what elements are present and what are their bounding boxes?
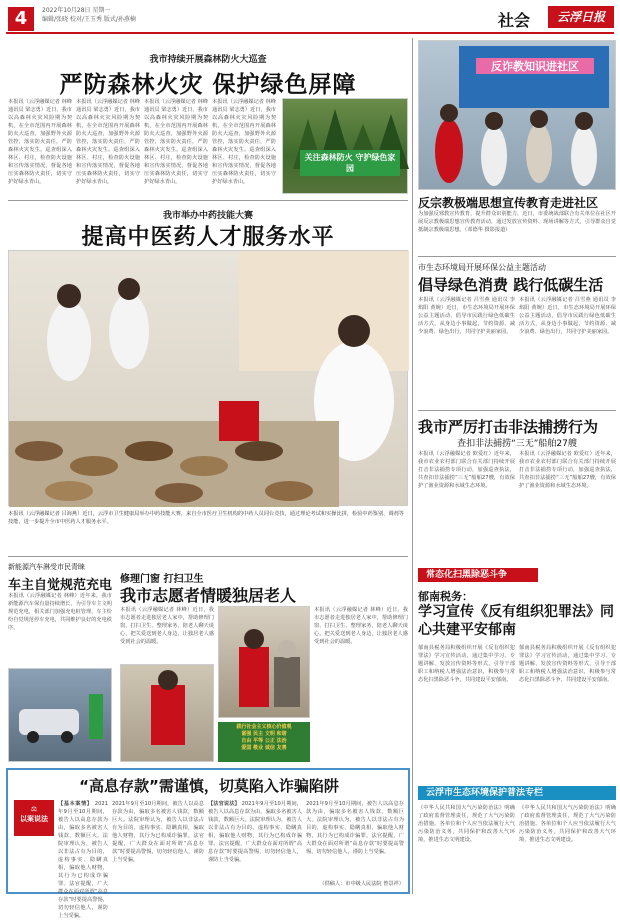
forest-photo (282, 98, 408, 194)
forest-banner: 关注森林防火 守护绿色家园 (300, 150, 400, 176)
column-divider (412, 38, 413, 894)
tax-body: 郁南县税务局积极组织开展《反有组织犯罪法》学习宣传活动，通过集中学习、专题讲解、发放宣传资料等形式，引导干部职工和纳税人增强法治意识，积极参与常态化扫黑除恶斗争，共同建设平安郁南。 (418, 645, 515, 683)
forest-article-body-col4: 本报讯（云浮融媒记者 林峰 通讯员 梁志勇）近日，我市以高森林火灾风险期为契机，在全市范围内开展森林防火大巡查，加强野外火源管控，落实防火责任，严防森林火灾发生。巡查组深入林区、村庄，检查防火设施和宣传落实情况，督促各地压实森林防火责任，切实守护好绿水青山。 (212, 99, 276, 185)
fishing-body-col2: 本报讯（云浮融媒记者 欧爱红）近年来，我市农业农村部门联合有关部门持续开展打击非法捕捞专项行动，加强巡查执法，共查扣非法捕捞“三无”船舶27艘，有效保护了渔业资源和水域生态环境。 (519, 451, 616, 489)
divider (418, 256, 616, 257)
ev-charging-illustration (9, 669, 113, 763)
vol-photo-small (120, 664, 214, 762)
case-stamp-label: 以案说法 (20, 815, 48, 823)
page-number: 4 (8, 7, 34, 31)
divider (8, 200, 408, 201)
core-values-line: 爱国 敬业 诚信 友善 (241, 745, 287, 751)
core-values-title: 践行社会主义核心价值观 (236, 724, 292, 730)
fraud-body-col1: 2021年9月至10月期间，被告人以高息存款为由，骗取多名被害人钱款，数额巨大。法院审理认为，被告人以非法占有为目的，虚构事实、隐瞒真相，骗取他人财物，其行为已构成诈骗罪。法官提醒，广大群众在面对所谓“高息存款”时要提高警惕，切勿轻信他人，谨防上当受骗。 (58, 801, 108, 919)
divider (8, 556, 408, 557)
vol-article-body-col2: 本报讯（云浮融媒记者 林峰）近日，我市志愿者走进独居老人家中，帮助修理门窗、打扫卫生、整理家务，陪老人聊天谈心，把关爱送到老人身边，让独居老人感受到社会的温暖。 (314, 607, 408, 645)
forest-article-headline: 严防森林火灾 保护绿色屏障 (59, 72, 357, 98)
core-values-banner (218, 722, 310, 762)
tcm-photo (8, 250, 408, 506)
case-stamp (14, 800, 54, 836)
eco-law-column-bar: 云浮市生态环境保护普法专栏 (418, 786, 616, 800)
eco-body: 本报讯（云浮融媒记者 吕雪燕 通讯员 李焰阳 黄婉）近日，市生态环境局开展环保公益主题活动，倡导市民践行绿色低碳生活方式，从身边小事做起，节约资源、减少浪费、绿色出行，共同守护美丽家园。 (418, 297, 515, 335)
header-rule (6, 32, 614, 34)
forest-article-body: 本报讯（云浮融媒记者 林峰 通讯员 梁志勇）近日，我市以高森林火灾风险期为契机，在全市范围内开展森林防火大巡查，加强野外火源管控，落实防火责任，严防森林火灾发生。巡查组深入林区、村庄，检查防火设施和宣传落实情况，督促各地压实森林防火责任，切实守护好绿水青山。 (8, 99, 72, 185)
fraud-body-col3: 2021年9月至10月期间，被告人以高息存款为由，骗取多名被害人钱款，数额巨大。法院审理认为，被告人以非法占有为目的，虚构事实、隐瞒真相，骗取他人财物，其行为已构成诈骗罪。法官提醒，广大群众在面对所谓“高息存款”时要提高警惕，切勿轻信他人，谨防上当受骗。 (208, 801, 302, 863)
vol-article-kicker: 修理门窗 打扫卫生 (120, 574, 204, 585)
fraud-facts-label: 【基本案情】 (58, 801, 93, 807)
eco-law-body-col2: 《中华人民共和国大气污染防治法》明确了政府监督管理责任，规范了大气污染防治措施。各单位和个人应当依法履行大气污染防治义务，共同保护和改善大气环境，推进生态文明建设。 (519, 805, 616, 843)
vol-article-headline: 我市志愿者情暖独居老人 (120, 586, 297, 605)
tcm-article-kicker: 我市举办中药技能大赛 (162, 211, 253, 221)
fishing-body: 本报讯（云浮融媒记者 欧爱红）近年来，我市农业农村部门联合有关部门持续开展打击非法捕捞专项行动，加强巡查执法，共查扣非法捕捞“三无”船舶27艘，有效保护了渔业资源和水域生态环境。 (418, 451, 515, 489)
ev-photo (8, 668, 112, 762)
newspaper-logo: 云浮日报 (548, 6, 614, 28)
fraud-law-label: 【法官说法】 (208, 801, 240, 807)
fraud-source: （供稿人：市中级人民法院 曾景祥） (319, 881, 404, 887)
forest-article-kicker: 我市持续开展森林防火大巡查 (149, 55, 267, 65)
volunteer-illustration (121, 665, 215, 763)
community-headline: 反宗教极端思想宣传教育走进社区 (418, 196, 599, 210)
ev-article-body: 本报讯（云浮融媒记者 林峰）近年来，我市新能源汽车保有量持续增长，为引导车主文明规范充电，相关部门加强充电桩管理，车主纷纷自觉规范停车充电，共同维护良好的充电秩序。 (8, 593, 112, 631)
forest-trees-illustration (283, 99, 409, 195)
fraud-headline: “高息存款”需谨慎，切莫陷入诈骗陷阱 (79, 777, 339, 795)
forest-article-body-col3: 本报讯（云浮融媒记者 林峰 通讯员 梁志勇）近日，我市以高森林火灾风险期为契机，在全市范围内开展森林防火大巡查，加强野外火源管控，落实防火责任，严防森林火灾发生。巡查组深入林区、村庄，检查防火设施和宣传落实情况，督促各地压实森林防火责任，切实守护好绿水青山。 (144, 99, 208, 185)
tcm-caption: 本报讯（云浮融媒记者 吕海燕）近日，云浮市卫生健康局举办中药技能大赛，来自全市医疗卫生机构的中药人员同台竞技，通过理论考试和实操比拼，检验中药鉴别、调剂等技能，进一步提升全市中医药人才服务水平。 (8, 511, 404, 525)
forest-article-body-col2: 本报讯（云浮融媒记者 林峰 通讯员 梁志勇）近日，我市以高森林火灾风险期为契机，在全市范围内开展森林防火大巡查，加强野外火源管控，落实防火责任，严防森林火灾发生。巡查组深入林区、村庄，检查防火设施和宣传落实情况，督促各地压实森林防火责任，切实守护好绿水青山。 (76, 99, 140, 185)
core-values-line: 自由 平等 公正 法治 (241, 738, 287, 744)
community-body: 为加强反邪教宣传教育，提升群众识别能力，近日，市委统战部联合有关单位在社区开展反宗教极端思想宣传教育活动，通过发放宣传资料、现场讲解等方式，引导群众自觉抵制宗教极端思想。（邓德华 摄影报道） (418, 211, 616, 233)
issue-meta (42, 6, 182, 24)
fraud-basic-facts (58, 800, 108, 919)
tax-body-col2: 郁南县税务局积极组织开展《反有组织犯罪法》学习宣传活动，通过集中学习、专题讲解、发放宣传资料等形式，引导干部职工和纳税人增强法治意识，积极参与常态化扫黑除恶斗争，共同建设平安郁南。 (519, 645, 616, 683)
editor-line: 编辑/张晓 校对/王玉秀 版式/孙燕楠 (42, 16, 136, 23)
fishing-headline: 我市严厉打击非法捕捞行为 (418, 418, 599, 436)
eco-law-body: 《中华人民共和国大气污染防治法》明确了政府监督管理责任，规范了大气污染防治措施。各单位和个人应当依法履行大气污染防治义务，共同保护和改善大气环境，推进生态文明建设。 (418, 805, 515, 843)
tax-headline: 学习宣传《反有组织犯罪法》同心共建平安郁南 (418, 604, 614, 638)
tcm-article-headline: 提高中医药人才服务水平 (81, 225, 335, 250)
community-poster-text: 反诈教知识进社区 (476, 58, 594, 74)
tax-kicker: 郁南税务： (418, 590, 473, 603)
vol-photo-main (218, 606, 310, 718)
fraud-body-col4: 2021年9月至10月期间，被告人以高息存款为由，骗取多名被害人钱款，数额巨大。法院审理认为，被告人以非法占有为目的，虚构事实、隐瞒真相，骗取他人财物，其行为已构成诈骗罪。法官提醒，广大群众在面对所谓“高息存款”时要提高警惕，切勿轻信他人，谨防上当受骗。 (306, 801, 404, 855)
eco-kicker: 市生态环境局开展环保公益主题活动 (418, 263, 546, 272)
vol-article-body: 本报讯（云浮融媒记者 林峰）近日，我市志愿者走进独居老人家中，帮助修理门窗、打扫卫生、整理家务，陪老人聊天谈心，把关爱送到老人身边，让独居老人感受到社会的温暖。 (120, 607, 214, 645)
core-values-line: 富强 民主 文明 和谐 (241, 731, 287, 737)
divider (418, 410, 616, 411)
issue-date: 2022年10月28日 星期一 (42, 7, 111, 14)
case-stamp-icon: ⚖ (30, 805, 38, 813)
fraud-law-col (208, 800, 302, 886)
anti-crime-tag: 常态化扫黑除恶斗争 (418, 568, 538, 582)
fraud-body-col2: 2021年9月至10月期间，被告人以高息存款为由，骗取多名被害人钱款，数额巨大。法院审理认为，被告人以非法占有为目的，虚构事实、隐瞒真相，骗取他人财物，其行为已构成诈骗罪。法官提醒，广大群众在面对所谓“高息存款”时要提高警惕，切勿轻信他人，谨防上当受骗。 (112, 801, 204, 863)
elderly-visit-illustration (219, 607, 311, 719)
ev-article-kicker: 新能源汽车淋受市民青睐 (8, 563, 85, 571)
fishing-subhead: 查扣非法捕捞“三无”船舶27艘 (457, 439, 577, 449)
ev-article-headline: 车主自觉规范充电 (8, 578, 113, 593)
eco-headline: 倡导绿色消费 践行低碳生活 (418, 276, 604, 294)
eco-body-col2: 本报讯（云浮融媒记者 吕雪燕 通讯员 李焰阳 黄婉）近日，市生态环境局开展环保公益主题活动，倡导市民践行绿色低碳生活方式，从身边小事做起，节约资源、减少浪费、绿色出行，共同守护美丽家园。 (519, 297, 616, 335)
tcm-contest-illustration (9, 251, 409, 507)
section-title: 社会 (498, 11, 531, 30)
